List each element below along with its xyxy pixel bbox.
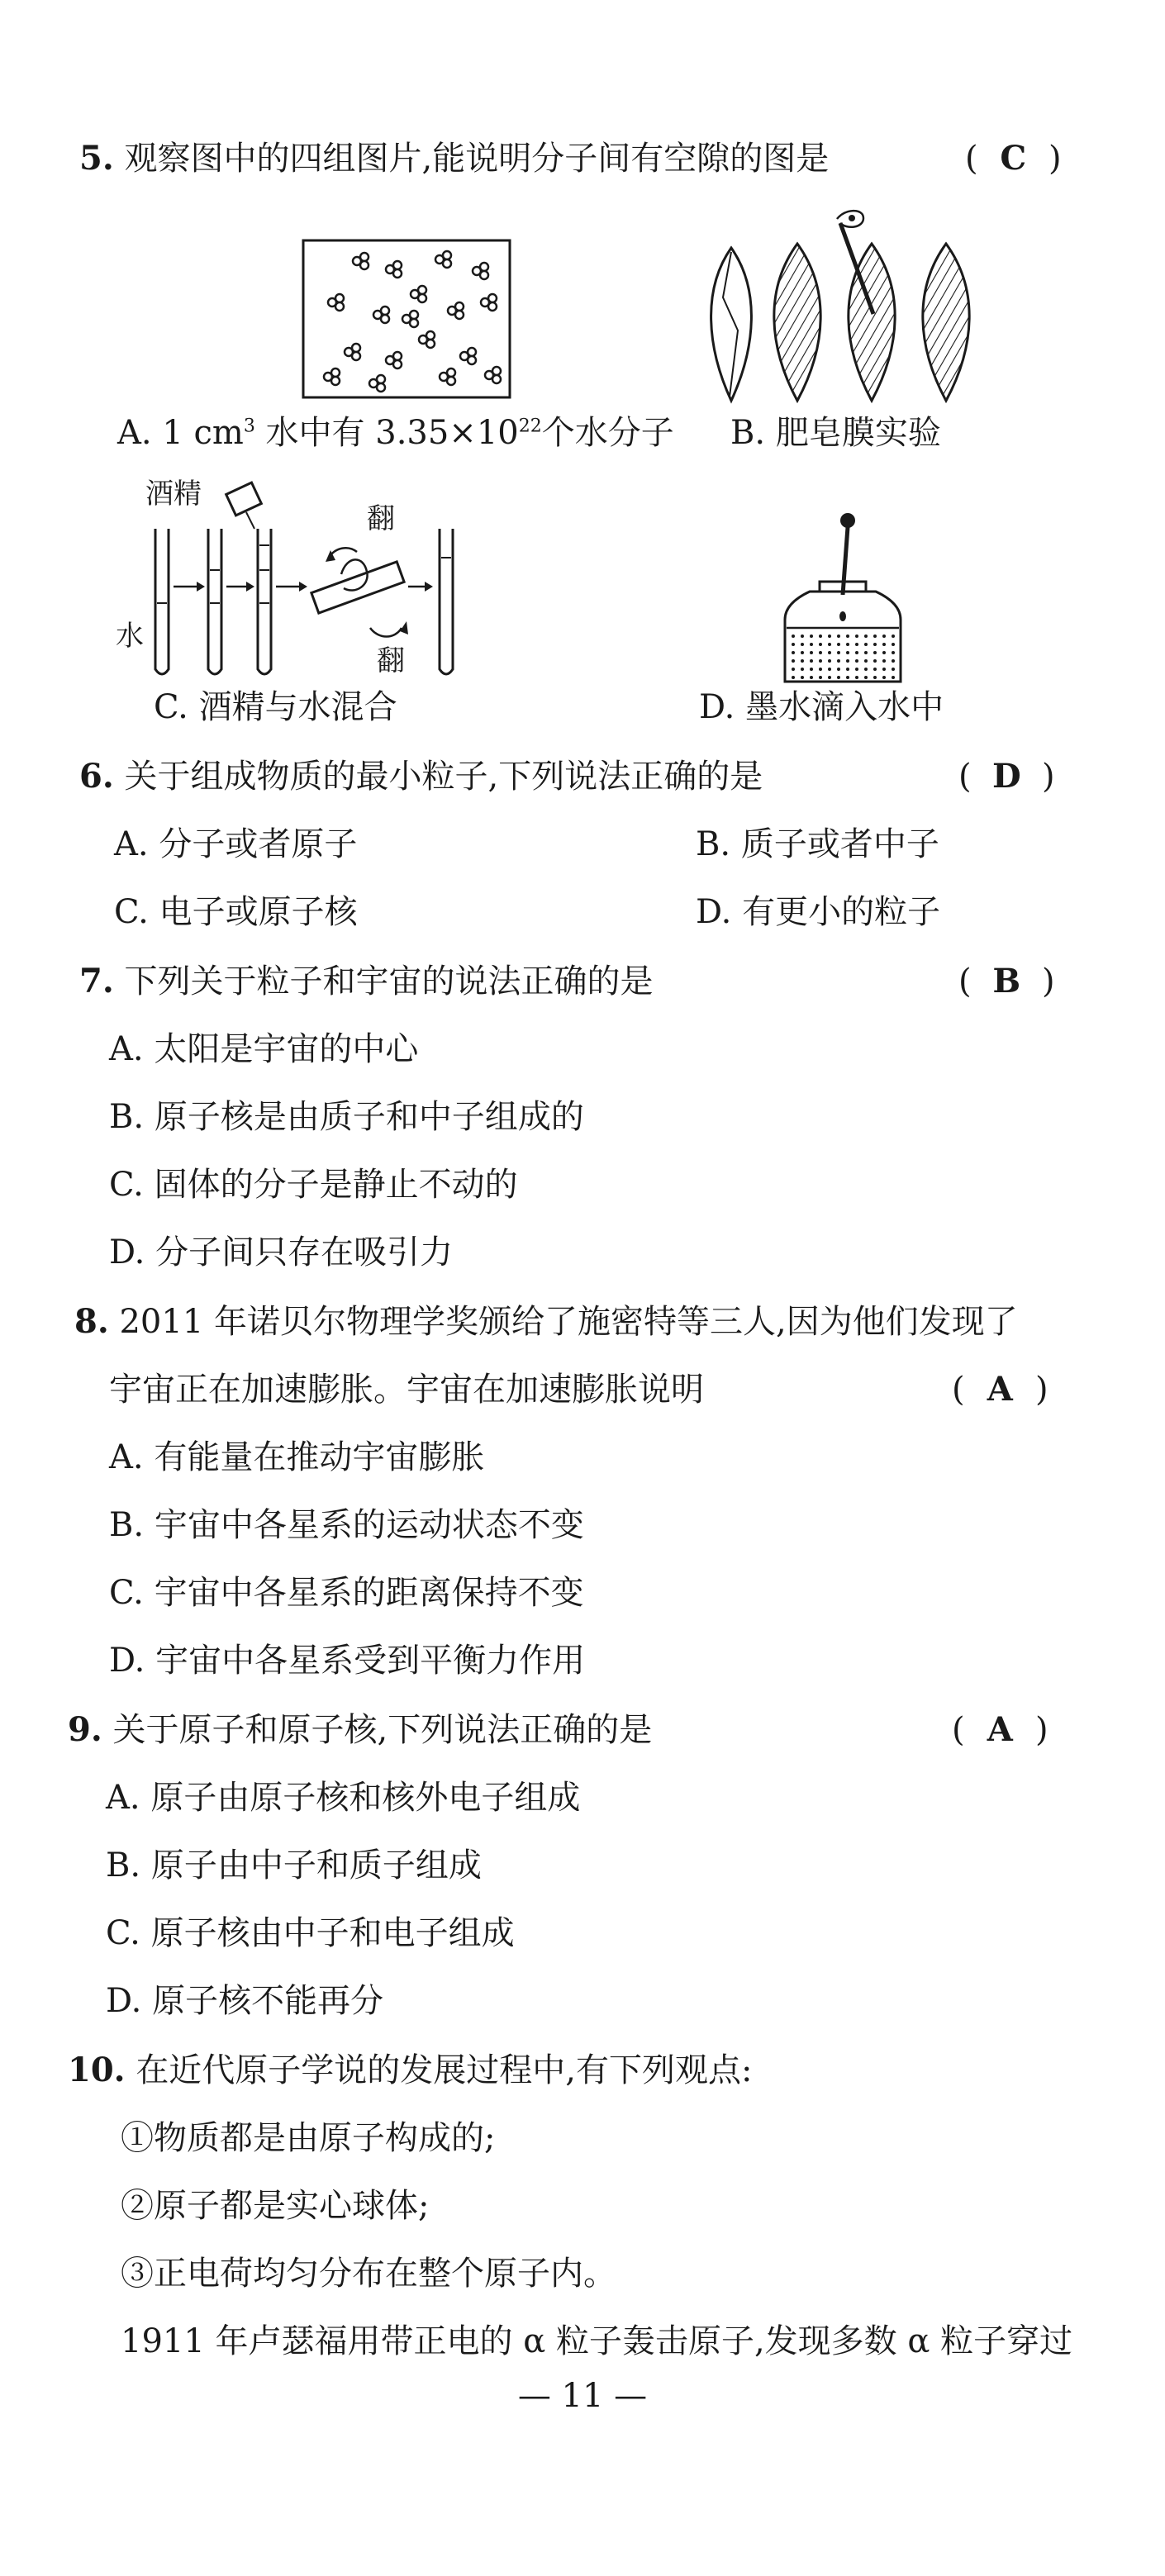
q9-option-b: B. 原子由中子和质子组成 <box>106 1846 482 1884</box>
water-dot <box>828 651 831 654</box>
water-dot <box>846 676 849 679</box>
q6-number: 6. <box>79 757 114 796</box>
q9-option-a: A. 原子由原子核和核外电子组成 <box>106 1779 581 1817</box>
molecule-atom <box>331 368 340 377</box>
water-dot <box>792 668 795 671</box>
molecule-atom <box>492 367 501 375</box>
water-dot <box>882 676 886 679</box>
label-alcohol: 酒精 <box>145 478 202 511</box>
molecule-atom <box>426 340 435 348</box>
water-dot <box>792 659 795 663</box>
q8-answer-letter: A <box>987 1370 1013 1409</box>
water-dot <box>801 659 804 663</box>
molecule-atom <box>468 356 476 364</box>
molecule-atom <box>418 294 426 302</box>
q6-option-d: D. 有更小的粒子 <box>696 893 941 931</box>
water-dot <box>855 643 858 646</box>
label-flip-bottom: 翻 <box>377 644 405 677</box>
water-dot <box>810 659 813 663</box>
molecule-atom <box>468 348 476 356</box>
water-dot <box>882 651 886 654</box>
water-dot <box>819 676 822 679</box>
water-dot <box>828 668 831 671</box>
water-dot <box>792 634 795 638</box>
water-dot <box>864 643 868 646</box>
q10-point-3: ③正电荷均匀分布在整个原子内。 <box>121 2255 616 2293</box>
water-dot <box>828 659 831 663</box>
water-dot <box>864 676 868 679</box>
water-dot <box>801 668 804 671</box>
q7-option-c: C. 固体的分子是静止不动的 <box>109 1166 518 1204</box>
water-dot <box>855 659 858 663</box>
figure-d-ink-drop <box>777 512 909 690</box>
molecule-atom <box>455 302 464 311</box>
caption-a-mid: 水中有 3.35×10 <box>254 414 519 452</box>
water-dot <box>792 651 795 654</box>
water-dot <box>837 634 840 638</box>
water-dot <box>801 676 804 679</box>
water-dot <box>792 643 795 646</box>
water-dot <box>855 634 858 638</box>
molecule-atom <box>410 319 418 327</box>
water-dot <box>810 643 813 646</box>
water-dot <box>801 643 804 646</box>
water-dot <box>810 668 813 671</box>
molecule-atom <box>377 375 385 383</box>
water-dot <box>837 668 840 671</box>
water-dot <box>819 668 822 671</box>
q7-stem <box>79 958 653 1005</box>
water-dot <box>892 634 895 638</box>
q5-number: 5. <box>79 139 114 178</box>
molecule-atom <box>377 383 385 392</box>
q8-option-a: A. 有能量在推动宇宙膨胀 <box>109 1438 485 1476</box>
water-dot <box>892 643 895 646</box>
q7-option-d: D. 分子间只存在吸引力 <box>109 1233 454 1271</box>
molecule-atom <box>447 368 455 377</box>
water-dot <box>846 634 849 638</box>
q5-caption-c: C. 酒精与水混合 <box>154 688 397 726</box>
water-dot <box>837 676 840 679</box>
molecule-atom <box>443 259 451 268</box>
molecule-atom <box>480 271 488 279</box>
water-dot <box>810 676 813 679</box>
water-dot <box>882 668 886 671</box>
molecule-atom <box>352 352 360 360</box>
q9-answer-letter: A <box>987 1710 1013 1749</box>
q5-stem-text: 观察图中的四组图片,能说明分子间有空隙的图是 <box>124 140 830 178</box>
water-dot <box>801 651 804 654</box>
q8-stem-line2: 宇宙正在加速膨胀。宇宙在加速膨胀说明 <box>109 1371 704 1409</box>
water-dot <box>846 643 849 646</box>
q8-stem-line1 <box>74 1299 1018 1345</box>
water-dot <box>819 643 822 646</box>
q10-point-1: ①物质都是由原子构成的; <box>121 2119 496 2157</box>
q8-number: 8. <box>74 1302 109 1341</box>
molecule-atom <box>418 286 426 294</box>
q10-stem <box>68 2047 753 2094</box>
q7-stem-text: 下列关于粒子和宇宙的说法正确的是 <box>124 962 654 1000</box>
water-dot <box>819 651 822 654</box>
q6-option-b: B. 质子或者中子 <box>696 825 939 863</box>
water-dot <box>873 634 877 638</box>
water-dot <box>873 676 877 679</box>
water-dot <box>819 659 822 663</box>
molecule-atom <box>381 307 389 315</box>
caption-a-prefix: A. 1 cm <box>117 414 244 452</box>
water-dot <box>846 659 849 663</box>
label-flip-top: 翻 <box>367 502 395 535</box>
water-dot <box>892 676 895 679</box>
q7-answer-letter: B <box>992 962 1021 1000</box>
molecule-atom <box>410 311 418 319</box>
q7-option-a: A. 太阳是宇宙的中心 <box>109 1030 419 1068</box>
q6-answer-letter: D <box>991 757 1021 796</box>
q5-answer-letter: C <box>1000 139 1027 178</box>
molecule-atom <box>492 375 501 383</box>
q9-stem <box>68 1707 652 1753</box>
water-dot <box>837 643 840 646</box>
water-dot <box>864 659 868 663</box>
water-dot <box>855 668 858 671</box>
molecule-atom <box>480 263 488 271</box>
q8-option-b: B. 宇宙中各星系的运动状态不变 <box>109 1506 584 1544</box>
water-dot <box>882 643 886 646</box>
water-dot <box>846 651 849 654</box>
molecule-atom <box>335 302 344 311</box>
q10-point-2: ②原子都是实心球体; <box>121 2187 430 2225</box>
water-dot <box>819 634 822 638</box>
water-dot <box>837 659 840 663</box>
q6-option-c: C. 电子或原子核 <box>114 893 358 931</box>
water-dot <box>801 634 804 638</box>
water-dot <box>892 659 895 663</box>
q8-option-d: D. 宇宙中各星系受到平衡力作用 <box>109 1642 586 1680</box>
water-dot <box>873 643 877 646</box>
molecule-atom <box>393 261 402 269</box>
molecule-atom <box>360 261 369 269</box>
q9-option-d: D. 原子核不能再分 <box>106 1982 384 2020</box>
caption-a-sup2: 22 <box>518 416 542 437</box>
water-dot <box>846 668 849 671</box>
q9-option-c: C. 原子核由中子和电子组成 <box>106 1914 515 1952</box>
caption-a-suffix: 个水分子 <box>541 414 674 452</box>
molecule-atom <box>393 352 402 360</box>
water-dot <box>873 659 877 663</box>
q10-continuation: 1911 年卢瑟福用带正电的 α 粒子轰击原子,发现多数 α 粒子穿过 <box>121 2322 1073 2360</box>
q5-caption-a <box>117 410 674 456</box>
molecule-atom <box>381 315 389 323</box>
water-dot <box>873 668 877 671</box>
water-dot <box>882 634 886 638</box>
water-dot <box>792 676 795 679</box>
molecule-atom <box>393 269 402 278</box>
page-number: — 11 — <box>517 2377 648 2415</box>
water-dot <box>855 676 858 679</box>
q6-answer: ( D ) <box>958 753 1055 800</box>
water-dot <box>892 651 895 654</box>
q9-number: 9. <box>68 1710 102 1749</box>
molecule-atom <box>360 253 369 261</box>
figure-b-soap-film <box>698 207 1012 405</box>
molecule-atom <box>331 377 340 385</box>
q7-answer: ( B ) <box>958 958 1055 1005</box>
water-dot <box>837 651 840 654</box>
figure-a-water-molecules <box>299 236 514 402</box>
water-dot <box>864 668 868 671</box>
water-dot <box>828 634 831 638</box>
molecule-atom <box>352 344 360 352</box>
q5-stem <box>79 135 829 182</box>
molecule-atom <box>455 311 464 319</box>
water-dot <box>828 676 831 679</box>
q8-answer: ( A ) <box>952 1366 1048 1413</box>
label-water: 水 <box>116 620 144 653</box>
water-dot <box>864 634 868 638</box>
q5-caption-b: B. 肥皂膜实验 <box>730 414 941 452</box>
water-dot <box>855 651 858 654</box>
molecule-atom <box>426 331 435 340</box>
q7-number: 7. <box>79 962 114 1000</box>
q10-stem-text: 在近代原子学说的发展过程中,有下列观点: <box>136 2051 753 2089</box>
q6-stem <box>79 753 763 800</box>
molecule-atom <box>488 302 497 311</box>
q8-option-c: C. 宇宙中各星系的距离保持不变 <box>109 1574 584 1612</box>
caption-a-sup: 3 <box>243 416 255 437</box>
molecule-atom <box>447 377 455 385</box>
water-dot <box>882 659 886 663</box>
water-dot <box>828 643 831 646</box>
q5-caption-d: D. 墨水滴入水中 <box>699 688 944 726</box>
q9-stem-text: 关于原子和原子核,下列说法正确的是 <box>112 1711 653 1749</box>
q8-stem-text-1: 2011 年诺贝尔物理学奖颁给了施密特等三人,因为他们发现了 <box>119 1303 1018 1341</box>
water-dot <box>873 651 877 654</box>
q6-stem-text: 关于组成物质的最小粒子,下列说法正确的是 <box>124 758 763 796</box>
molecule-atom <box>443 251 451 259</box>
q9-answer: ( A ) <box>952 1707 1048 1753</box>
q6-option-a: A. 分子或者原子 <box>114 825 358 863</box>
molecule-atom <box>393 360 402 368</box>
water-dot <box>810 634 813 638</box>
q7-option-b: B. 原子核是由质子和中子组成的 <box>109 1098 584 1136</box>
water-dot <box>864 651 868 654</box>
water-dot <box>810 651 813 654</box>
q5-answer: ( C ) <box>965 135 1062 182</box>
q10-number: 10. <box>68 2051 126 2089</box>
molecule-atom <box>488 294 497 302</box>
water-dot <box>892 668 895 671</box>
molecule-atom <box>335 294 344 302</box>
